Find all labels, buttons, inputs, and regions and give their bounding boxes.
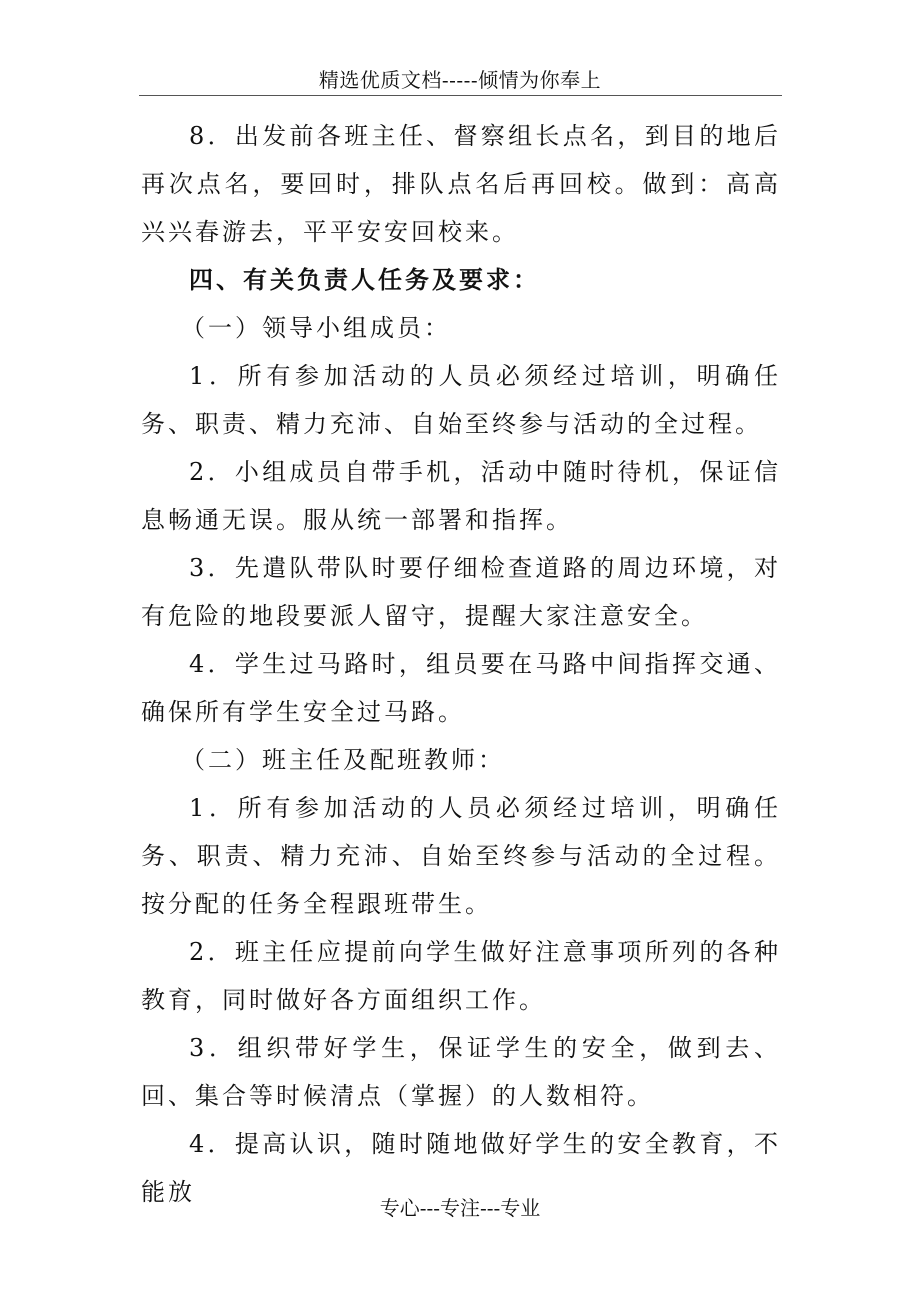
paragraph-teacher-1: 1．所有参加活动的人员必须经过培训，明确任务、职责、精力充沛、自始至终参与活动的全过程。按分配的任务全程跟班带生。 (141, 794, 781, 918)
paragraph-leader-4: 4．学生过马路时，组员要在马路中间指挥交通、确保所有学生安全过马路。 (141, 650, 781, 726)
section-heading-responsibilities: 四、有关负责人任务及要求： (189, 265, 540, 294)
paragraph-teacher-4: 4．提高认识，随时随地做好学生的安全教育，不能放 (141, 1130, 781, 1206)
page-header: 精选优质文档-----倾情为你奉上 (318, 68, 602, 92)
subheading-class-teachers: （二）班主任及配班教师： (181, 746, 505, 774)
subheading-leadership-group: （一）领导小组成员： (181, 314, 451, 342)
document-body (141, 112, 781, 1216)
paragraph-leader-1: 1．所有参加活动的人员必须经过培训，明确任务、职责、精力充沛、自始至终参与活动的全过程。 (141, 362, 781, 438)
paragraph-teacher-3: 3．组织带好学生，保证学生的安全，做到去、回、集合等时候清点（掌握）的人数相符。 (141, 1034, 781, 1110)
paragraph-leader-3: 3．先遣队带队时要仔细检查道路的周边环境，对有危险的地段要派人留守，提醒大家注意安全。 (141, 554, 781, 630)
header-divider (139, 95, 782, 96)
paragraph-8-roll-call: 8．出发前各班主任、督察组长点名，到目的地后再次点名，要回时，排队点名后再回校。做到：高高兴兴春游去，平平安安回校来。 (141, 122, 781, 246)
paragraph-teacher-2: 2．班主任应提前向学生做好注意事项所列的各种教育，同时做好各方面组织工作。 (141, 938, 781, 1014)
page-footer: 专心---专注---专业 (379, 1196, 541, 1220)
paragraph-leader-2: 2．小组成员自带手机，活动中随时待机，保证信息畅通无误。服从统一部署和指挥。 (141, 458, 781, 534)
